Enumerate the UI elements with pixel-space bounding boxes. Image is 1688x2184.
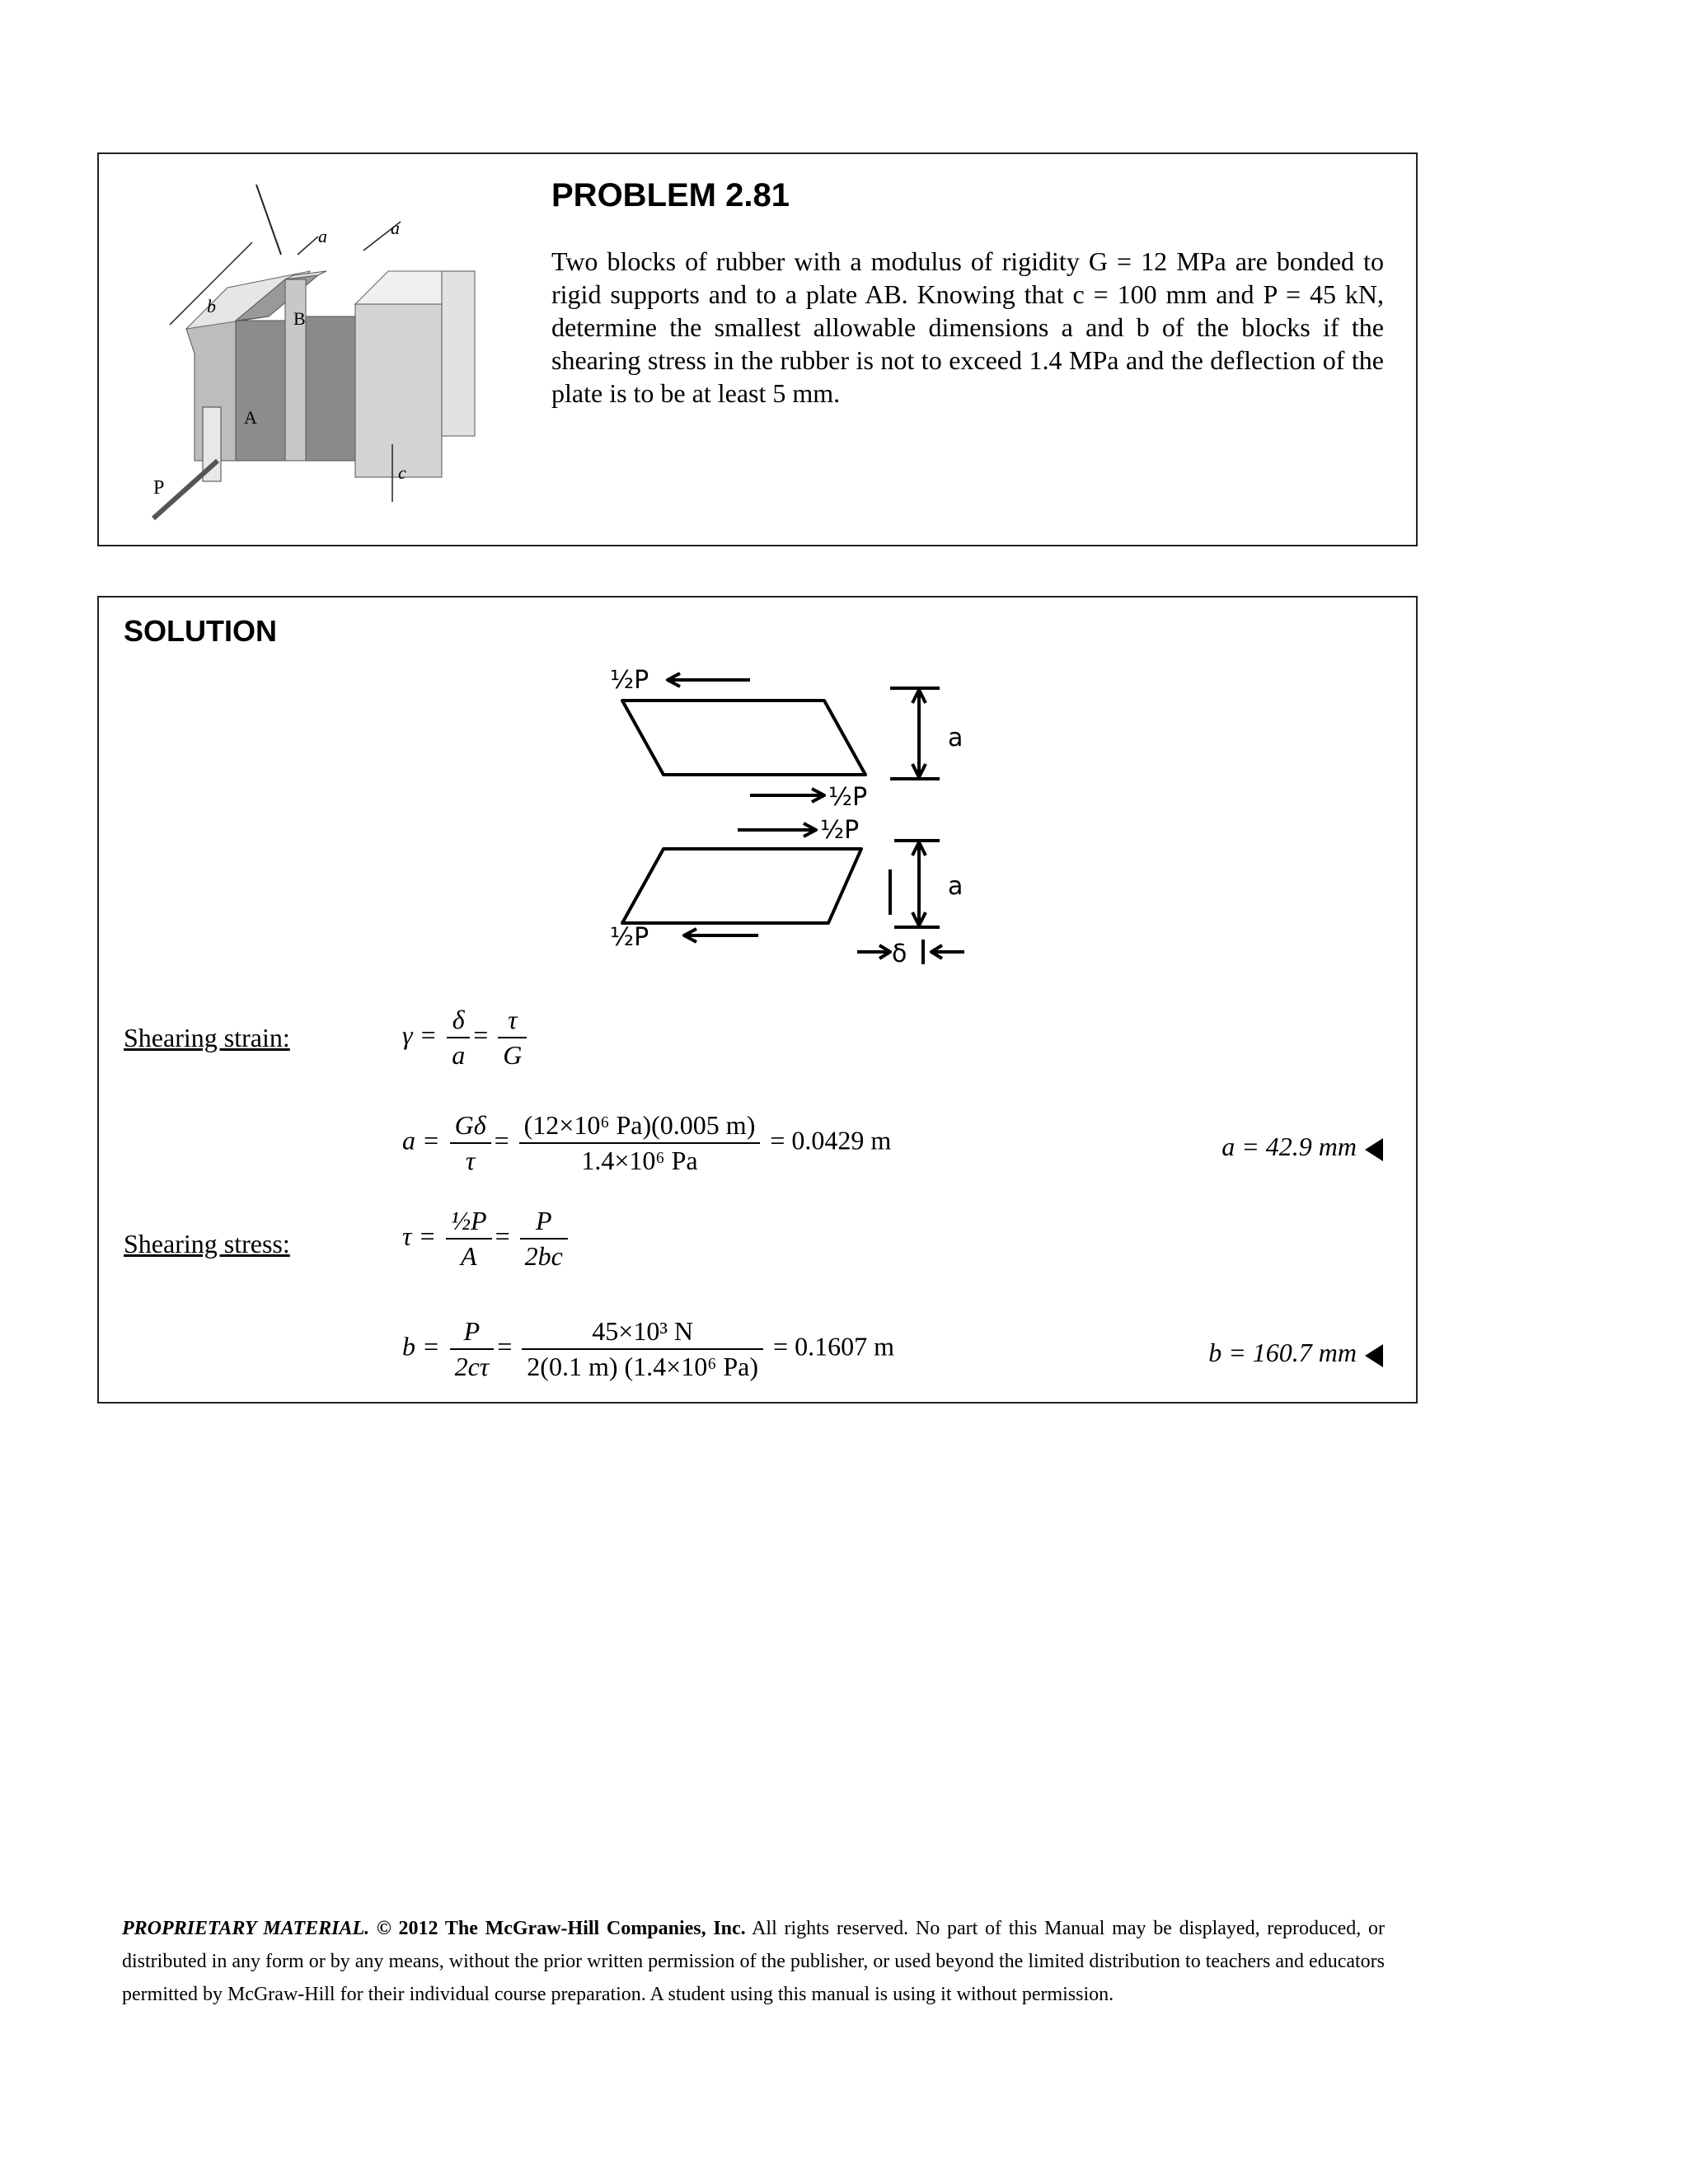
fbd-label-a-bottom: a <box>948 872 964 901</box>
eq1-f1-num: δ <box>447 1005 470 1038</box>
answer-b <box>1208 1338 1383 1368</box>
eq1-frac1 <box>447 1005 470 1071</box>
eq4-frac1 <box>450 1316 495 1382</box>
eq2-f2-den: 1.4×10⁶ Pa <box>581 1146 698 1175</box>
equation-stress: τ = $\frac{\text{½P}}{A}$ = $\frac{P}{2bc}$ <box>402 1206 571 1272</box>
eq1-f2-num: τ <box>498 1005 527 1038</box>
eq2-f2-num: (12×10⁶ Pa)(0.005 m) <box>519 1110 761 1144</box>
eq4-result: = 0.1607 m <box>773 1331 894 1361</box>
solution-title: SOLUTION <box>124 614 277 648</box>
footer-copyright: © 2012 The McGraw-Hill Companies, Inc. <box>376 1918 746 1939</box>
figure-label-a1: a <box>318 226 327 246</box>
figure-label-P: P <box>153 477 165 499</box>
answer-marker-icon <box>1365 1138 1383 1161</box>
eq3-f1-num: ½P <box>446 1206 492 1240</box>
eq2-lhs: a = <box>402 1125 440 1155</box>
footer-rest: All rights reserved. No part of this Manual may be displayed, reproduced, or distributed in any form or by any means, without the prior written permission of the publisher, or used beyond the limited distribution to teachers and educators permitted by McGraw-Hill for their individual course preparation. A student using this manual is using it without permission. <box>122 1918 1385 2005</box>
equation-strain: γ = $\frac{\delta}{a}$ = $\frac{\tau}{G}$ <box>402 1005 530 1071</box>
eq3-f2-den: 2bc <box>524 1241 563 1271</box>
eq3-frac2 <box>520 1206 568 1272</box>
eq2-frac1 <box>450 1110 491 1176</box>
fbd-label-half-p-4: ½P <box>610 923 649 952</box>
eq2-f1-num: Gδ <box>450 1110 491 1144</box>
figure-label-b: b <box>207 296 216 316</box>
shearing-stress-label: Shearing stress: <box>124 1229 290 1258</box>
eq2-frac2 <box>519 1110 761 1176</box>
answer-a-text: a = 42.9 mm <box>1221 1132 1357 1161</box>
eq2-f1-den: τ <box>465 1146 476 1175</box>
answer-b-text: b = 160.7 mm <box>1208 1338 1357 1367</box>
eq4-f2-den: 2(0.1 m) (1.4×10⁶ Pa) <box>527 1352 759 1381</box>
eq3-lhs: τ = <box>402 1221 437 1251</box>
eq3-f1-den: A <box>461 1241 477 1271</box>
eq1-lhs: γ = <box>402 1019 438 1050</box>
eq4-frac2 <box>522 1316 763 1382</box>
problem-statement: Two blocks of rubber with a modulus of rigidity G = 12 MPa are bonded to rigid supports and to a plate AB. Knowing that c = 100 mm and P = 45 kN, determine the smallest allowable dimensions a and b of the blocks if the shearing stress in the rubber is not to exceed 1.4 MPa and the deflection of the plate is to be at least 5 mm. <box>551 246 1384 408</box>
eq1-frac2 <box>498 1005 527 1071</box>
fbd-label-half-p-2: ½P <box>828 783 868 812</box>
fbd-label-a-top: a <box>948 724 964 752</box>
eq2-result: = 0.0429 m <box>770 1125 892 1155</box>
rubber-blocks-figure <box>120 172 565 527</box>
figure-label-B: B <box>293 308 306 329</box>
answer-a <box>1221 1132 1383 1162</box>
equation-a: a = $\frac{G\delta}{\tau}$ = $\frac{\text{(12×10⁶ Pa)(0.005 m)}}{\text{1.4×10⁶ Pa}}$ = 0.0429 m <box>402 1110 892 1175</box>
solution-box <box>97 596 1418 1404</box>
eq1-f1-den: a <box>452 1040 466 1070</box>
eq4-f1-num: P <box>450 1316 495 1350</box>
eq4-f1-den: 2cτ <box>454 1352 490 1381</box>
problem-title: PROBLEM 2.81 <box>551 177 790 213</box>
figure-label-c: c <box>398 462 406 483</box>
figure-label-a2: a <box>391 218 400 238</box>
fbd-label-delta: δ <box>892 940 907 968</box>
eq3-frac1 <box>446 1206 492 1272</box>
problem-box <box>97 152 1418 546</box>
answer-marker-icon <box>1365 1344 1383 1367</box>
figure-label-A: A <box>244 407 257 428</box>
fbd-label-half-p-1: ½P <box>610 666 649 695</box>
fbd-label-half-p-3: ½P <box>820 816 860 845</box>
eq4-f2-num: 45×10³ N <box>522 1316 763 1350</box>
footer-proprietary: PROPRIETARY MATERIAL. <box>122 1918 370 1939</box>
eq4-lhs: b = <box>402 1331 440 1361</box>
equation-b: b = $\frac{P}{2c\tau}$ = $\frac{\text{45×10³ N}}{\text{2(0.1 m) (1.4×10⁶ Pa)}}$ = 0.1607 m <box>402 1316 894 1381</box>
eq1-f2-den: G <box>503 1040 523 1070</box>
eq3-f2-num: P <box>520 1206 568 1240</box>
free-body-diagram <box>593 655 1006 1026</box>
copyright-footer <box>122 1912 1385 2011</box>
shearing-strain-label: Shearing strain: <box>124 1023 290 1052</box>
